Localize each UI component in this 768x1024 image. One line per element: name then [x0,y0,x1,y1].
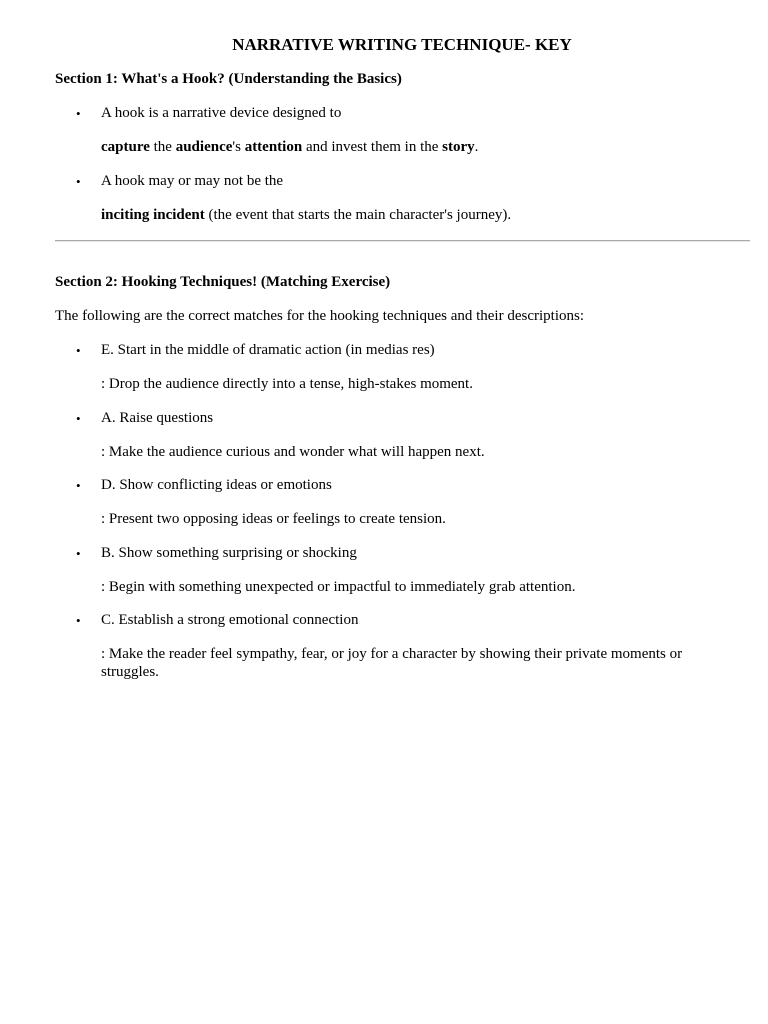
text-fragment: . [474,139,479,155]
technique-description: : Make the audience curious and wonder what will happen next. [101,444,485,460]
text-fragment: and invest them in the [302,139,443,155]
text-fragment: 's [232,139,245,155]
hook-incident-line2 [101,206,511,224]
term-attention: attention [244,139,303,155]
hook-definition-line1: A hook is a narrative device designed to [101,105,342,121]
term-inciting-incident: inciting incident [101,207,205,223]
bullet-marker: • [76,343,81,358]
technique-item: B. Show something surprising or shocking [101,545,357,561]
bullet-marker: • [76,106,81,121]
term-audience: audience [175,139,233,155]
bullet-marker: • [76,478,81,493]
bullet-marker: • [76,174,81,189]
document-title: NARRATIVE WRITING TECHNIQUE- KEY [232,35,572,54]
section-divider [55,240,750,242]
section2-intro: The following are the correct matches for the hooking techniques and their descriptions: [55,308,584,324]
technique-description: : Drop the audience directly into a tense, high-stakes moment. [101,376,473,392]
technique-item: D. Show conflicting ideas or emotions [101,477,332,493]
text-fragment: (the event that starts the main character's journey). [204,207,512,223]
term-capture: capture [101,139,150,155]
section2-heading: Section 2: Hooking Techniques! (Matching Exercise) [55,274,391,290]
section1-heading: Section 1: What's a Hook? (Understanding the Basics) [55,71,402,87]
technique-description: : Present two opposing ideas or feelings to create tension. [101,511,446,527]
technique-item: A. Raise questions [101,410,214,426]
hook-definition-line2 [101,138,478,156]
text-fragment: the [149,139,176,155]
term-story: story [442,139,475,155]
bullet-marker: • [76,613,81,628]
hook-incident-line1: A hook may or may not be the [101,173,284,189]
technique-description: : Make the reader feel sympathy, fear, or joy for a character by showing their private moments or struggles. [101,646,683,680]
bullet-marker: • [76,546,81,561]
technique-description: : Begin with something unexpected or impactful to immediately grab attention. [101,579,576,595]
technique-item: E. Start in the middle of dramatic action (in medias res) [101,342,435,358]
bullet-marker: • [76,411,81,426]
technique-item: C. Establish a strong emotional connection [101,612,359,628]
